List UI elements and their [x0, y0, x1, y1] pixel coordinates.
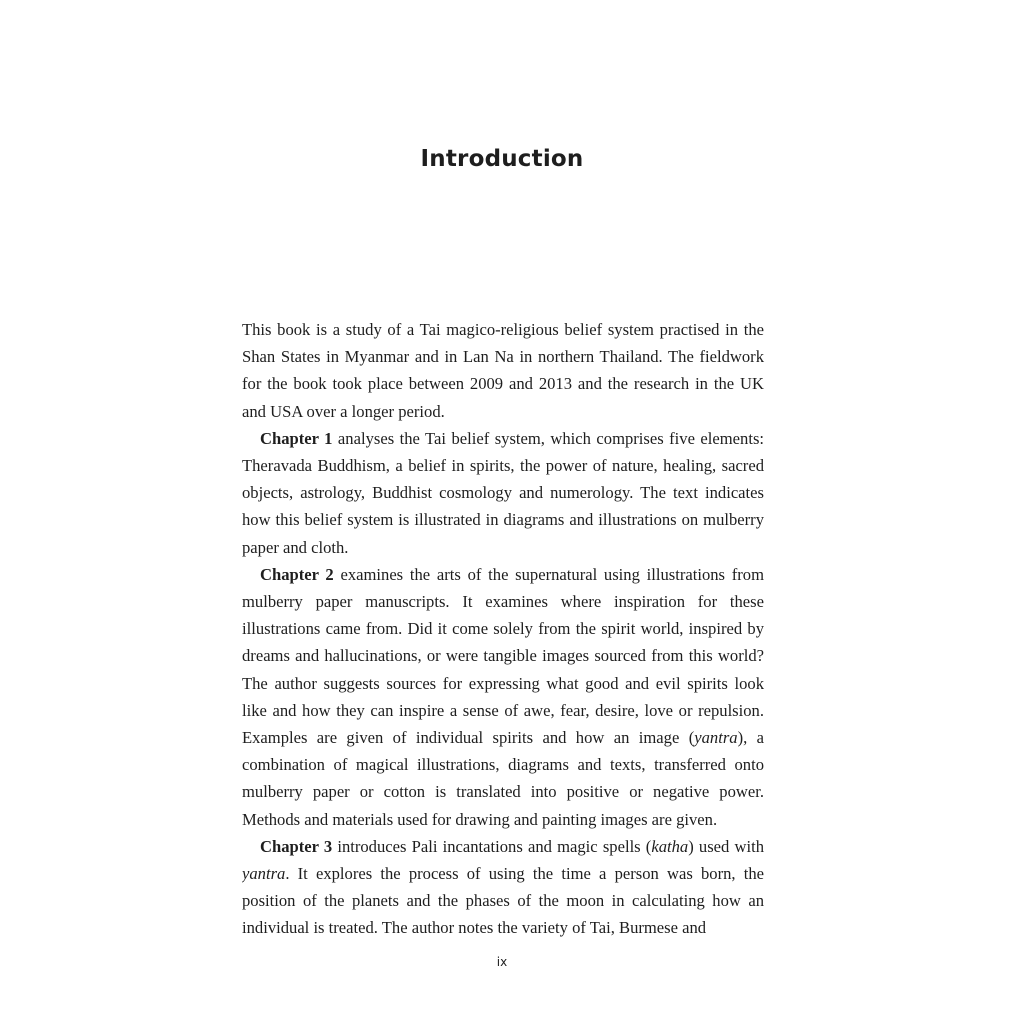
chapter-3-term-katha: katha: [651, 836, 689, 856]
paragraph-chapter-3: [242, 833, 764, 942]
chapter-2-heading: Chapter 2: [260, 564, 334, 584]
page-number: ix: [496, 955, 508, 969]
chapter-3-text-c: . It explores the process of using the time a person was born, the position of the planets and the phases of the moon in calculating how an individual is treated. The author notes the variety of Tai, Burmese and: [242, 864, 764, 938]
chapter-3-heading: Chapter 3: [260, 836, 333, 856]
chapter-2-text-b: ), a combination of magical illustrations, diagrams and texts, transferred onto mulberry paper or cotton is translated into positive or negative power. Methods and materials used for drawing and painting images are given.: [242, 728, 764, 829]
chapter-3-text-b: ) used with: [688, 836, 764, 856]
chapter-3-term-yantra: yantra: [242, 864, 286, 884]
paragraph-intro: [242, 316, 764, 425]
chapter-3-text-a: introduces Pali incantations and magic spells (: [332, 836, 652, 856]
paragraph-intro-text: This book is a study of a Tai magico-religious belief system practised in the Shan States in Myanmar and in Lan Na in northern Thailand. The fieldwork for the book took place between 2009 and 2013 and the research in the UK and USA over a longer period.: [242, 320, 764, 421]
chapter-2-term-yantra: yantra: [694, 728, 738, 748]
paragraph-chapter-2: [242, 561, 764, 833]
body-text: [242, 316, 764, 942]
page-title: Introduction: [420, 146, 584, 172]
paragraph-chapter-1: [242, 425, 764, 561]
chapter-1-heading: Chapter 1: [260, 428, 333, 448]
chapter-2-text-a: examines the arts of the supernatural using illustrations from mulberry paper manuscripts. It examines where inspiration for these illustrations came from. Did it come solely from the spirit world, inspired by dreams and hallucinations, or were tangible images sourced from this world? The author suggests sources for expressing what good and evil spirits look like and how they can inspire a sense of awe, fear, desire, love or repulsion. Examples are given of individual spirits and how an image (: [242, 564, 764, 748]
chapter-1-text: analyses the Tai belief system, which comprises five elements: Theravada Buddhism, a belief in spirits, the power of nature, healing, sacred objects, astrology, Buddhist cosmology and numerology. The text indicates how this belief system is illustrated in diagrams and illustrations on mulberry paper and cloth.: [242, 428, 765, 557]
